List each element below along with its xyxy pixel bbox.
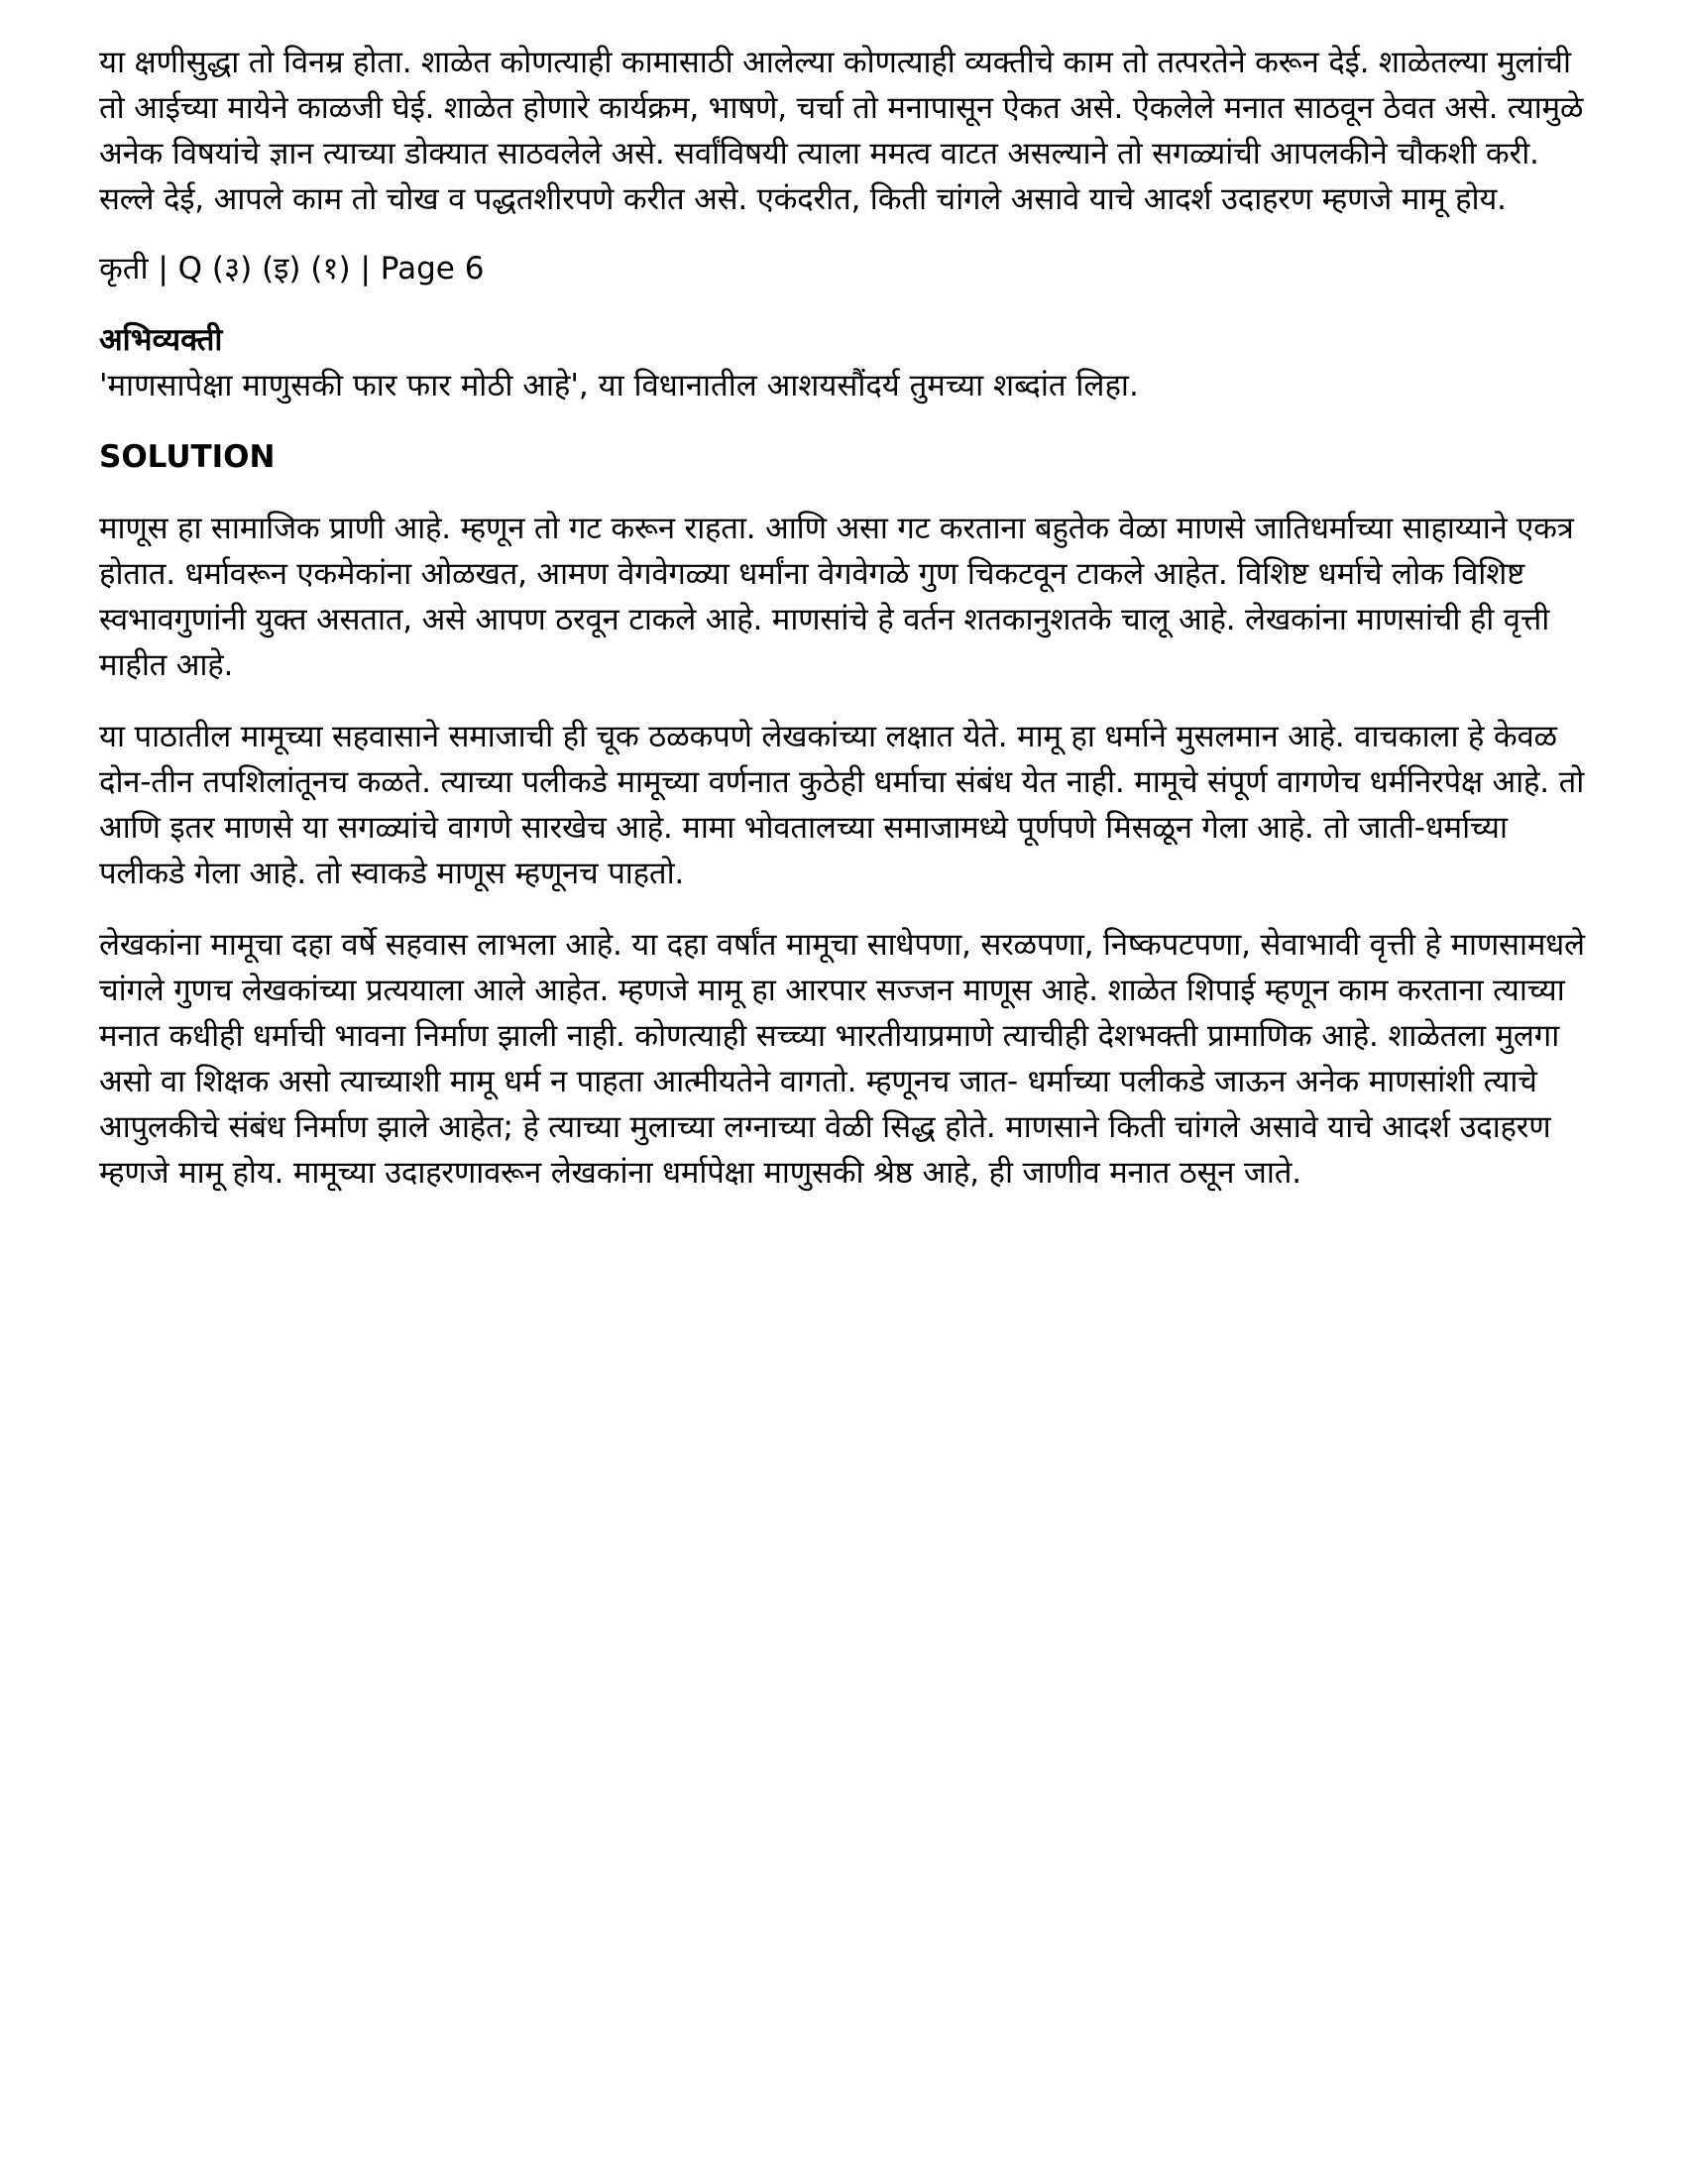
intro-paragraph: या क्षणीसुद्धा तो विनम्र होता. शाळेत कोणत्याही कामासाठी आलेल्या कोणत्याही व्यक्तीचे काम तो तत्परतेने करून देई. शाळेतल्या मुलांची तो आईच्या मायेने काळजी घेई. शाळेत होणारे कार्यक्रम, भाषणे, चर्चा तो मनापासून ऐकत असे. ऐकलेले मनात साठवून ठेवत असे. त्यामुळे अनेक विषयांचे ज्ञान त्याच्या डोक्यात साठवलेले असे. सर्वांविषयी त्याला ममत्व वाटत असल्याने तो सगळ्यांची आपलकीने चौकशी करी. सल्ले देई, आपले काम तो चोख व पद्धतशीरपणे करीत असे. एकंदरीत, किती चांगले असावे याचे आदर्श उदाहरण म्हणजे मामू होय. — [99, 45, 1584, 217]
solution-title: SOLUTION — [99, 439, 276, 475]
document-page — [99, 40, 1586, 1196]
question-reference: कृती | Q (३) (इ) (१) | Page 6 — [99, 251, 485, 287]
section-heading: अभिव्यक्ती — [99, 322, 223, 358]
solution-paragraph: लेखकांना मामूचा दहा वर्षे सहवास लाभला आहे. या दहा वर्षांत मामूचा साधेपणा, सरळपणा, निष्कपटपणा, सेवाभावी वृत्ती हे माणसामधले चांगले गुणच लेखकांच्या प्रत्ययाला आले आहेत. म्हणजे मामू हा आरपार सज्जन माणूस आहे. शाळेत शिपाई म्हणून काम करताना त्याच्या मनात कधीही धर्माची भावना निर्माण झाली नाही. कोणत्याही सच्च्या भारतीयाप्रमाणे त्याचीही देशभक्ती प्रामाणिक आहे. शाळेतला मुलगा असो वा शिक्षक असो त्याच्याशी मामू धर्म न पाहता आत्मीयतेने वागतो. म्हणूनच जात- धर्माच्या पलीकडे जाऊन अनेक माणसांशी त्याचे आपुलकीचे संबंध निर्माण झाले आहेत; हे त्याच्या मुलाच्या लग्नाच्या वेळी सिद्ध होते. माणसाने किती चांगले असावे याचे आदर्श उदाहरण म्हणजे मामू होय. मामूच्या उदाहरणावरून लेखकांना धर्मापेक्षा माणुसकी श्रेष्ठ आहे, ही जाणीव मनात ठसून जाते. — [99, 927, 1585, 1191]
solution-paragraph: या पाठातील मामूच्या सहवासाने समाजाची ही चूक ठळकपणे लेखकांच्या लक्षात येते. मामू हा धर्माने मुसलमान आहे. वाचकाला हे केवळ दोन-तीन तपशिलांतूनच कळते. त्याच्या पलीकडे मामूच्या वर्णनात कुठेही धर्माचा संबंध येत नाही. मामूचे संपूर्ण वागणेच धर्मनिरपेक्ष आहे. तो आणि इतर माणसे या सगळ्यांचे वागणे सारखेच आहे. मामा भोवतालच्या समाजामध्ये पूर्णपणे मिसळून गेला आहे. तो जाती-धर्माच्या पलीकडे गेला आहे. तो स्वाकडे माणूस म्हणूनच पाहतो. — [99, 719, 1585, 891]
solution-paragraph: माणूस हा सामाजिक प्राणी आहे. म्हणून तो गट करून राहता. आणि असा गट करताना बहुतेक वेळा माणसे जातिधर्माच्या साहाय्याने एकत्र होतात. धर्मावरून एकमेकांना ओळखत, आमण वेगवेगळ्या धर्मांना वेगवेगळे गुण चिकटवून टाकले आहेत. विशिष्ट धर्माचे लोक विशिष्ट स्वभावगुणांनी युक्त असतात, असे आपण ठरवून टाकले आहे. माणसांचे हे वर्तन शतकानुशतके चालू आहे. लेखकांना माणसांची ही वृत्ती माहीत आहे. — [99, 511, 1574, 683]
question-text: 'माणसापेक्षा माणुसकी फार फार मोठी आहे', या विधानातील आशयसौंदर्य तुमच्या शब्दांत लिहा. — [99, 368, 1139, 403]
